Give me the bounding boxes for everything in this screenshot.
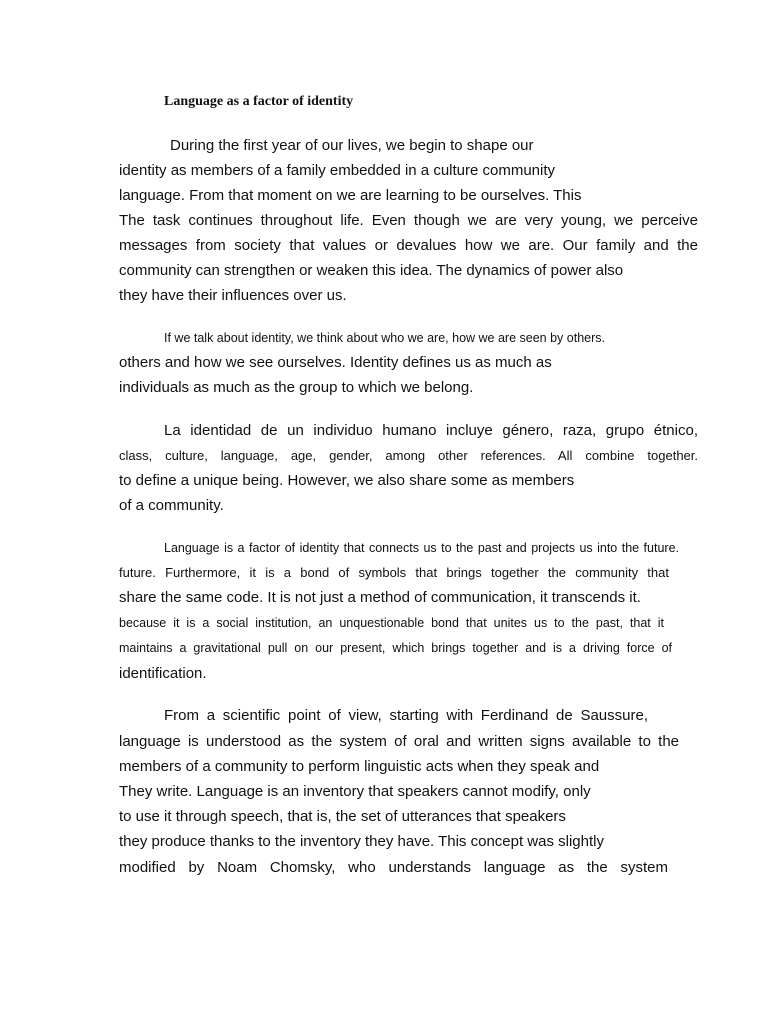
paragraph-4-line-1: Language is a factor of identity that connects us to the past and projects us into the future. [164,541,679,555]
paragraph-1-line-5: messages from society that values or devalues how we are. Our family and the [119,237,698,254]
paragraph-2-line-1: If we talk about identity, we think about who we are, how we are seen by others. [164,331,605,345]
paragraph-5-line-6: they produce thanks to the inventory they have. This concept was slightly [119,833,604,850]
paragraph-5-line-1: From a scientific point of view, starting with Ferdinand de Saussure, [164,707,648,724]
paragraph-5-line-4: They write. Language is an inventory that speakers cannot modify, only [119,783,591,800]
paragraph-2-line-3: individuals as much as the group to which we belong. [119,379,474,396]
paragraph-3-line-2: class, culture, language, age, gender, among other references. All combine together. [119,448,698,463]
paragraph-1-line-4: The task continues throughout life. Even though we are very young, we perceive [119,212,698,229]
document-title: Language as a factor of identity [164,94,354,109]
paragraph-4-line-5: maintains a gravitational pull on our present, which brings together and is a driving force of [119,641,672,655]
paragraph-5-line-7: modified by Noam Chomsky, who understands language as the system [119,859,668,876]
paragraph-3-line-1: La identidad de un individuo humano incluye género, raza, grupo étnico, [164,422,698,439]
paragraph-5-line-2: language is understood as the system of oral and written signs available to the [119,733,679,750]
paragraph-1-line-1: During the first year of our lives, we begin to shape our [170,137,534,154]
paragraph-1-line-7: they have their influences over us. [119,287,347,304]
paragraph-1-line-2: identity as members of a family embedded in a culture community [119,162,556,179]
paragraph-5-line-3: members of a community to perform linguistic acts when they speak and [119,758,600,775]
paragraph-3-line-3: to define a unique being. However, we also share some as members [119,472,575,489]
paragraph-2-line-2: others and how we see ourselves. Identity defines us as much as [119,354,552,371]
paragraph-4-line-4: because it is a social institution, an unquestionable bond that unites us to the past, that it [119,616,664,630]
paragraph-4-line-2: future. Furthermore, it is a bond of symbols that brings together the community that [119,565,669,580]
paragraph-1-line-3: language. From that moment on we are learning to be ourselves. This [119,187,582,204]
paragraph-5-line-5: to use it through speech, that is, the set of utterances that speakers [119,808,566,825]
paragraph-4-line-3: share the same code. It is not just a method of communication, it transcends it. [119,589,641,606]
paragraph-1-line-6: community can strengthen or weaken this idea. The dynamics of power also [119,262,624,279]
paragraph-3-line-4: of a community. [119,497,224,514]
paragraph-4-line-6: identification. [119,665,207,682]
